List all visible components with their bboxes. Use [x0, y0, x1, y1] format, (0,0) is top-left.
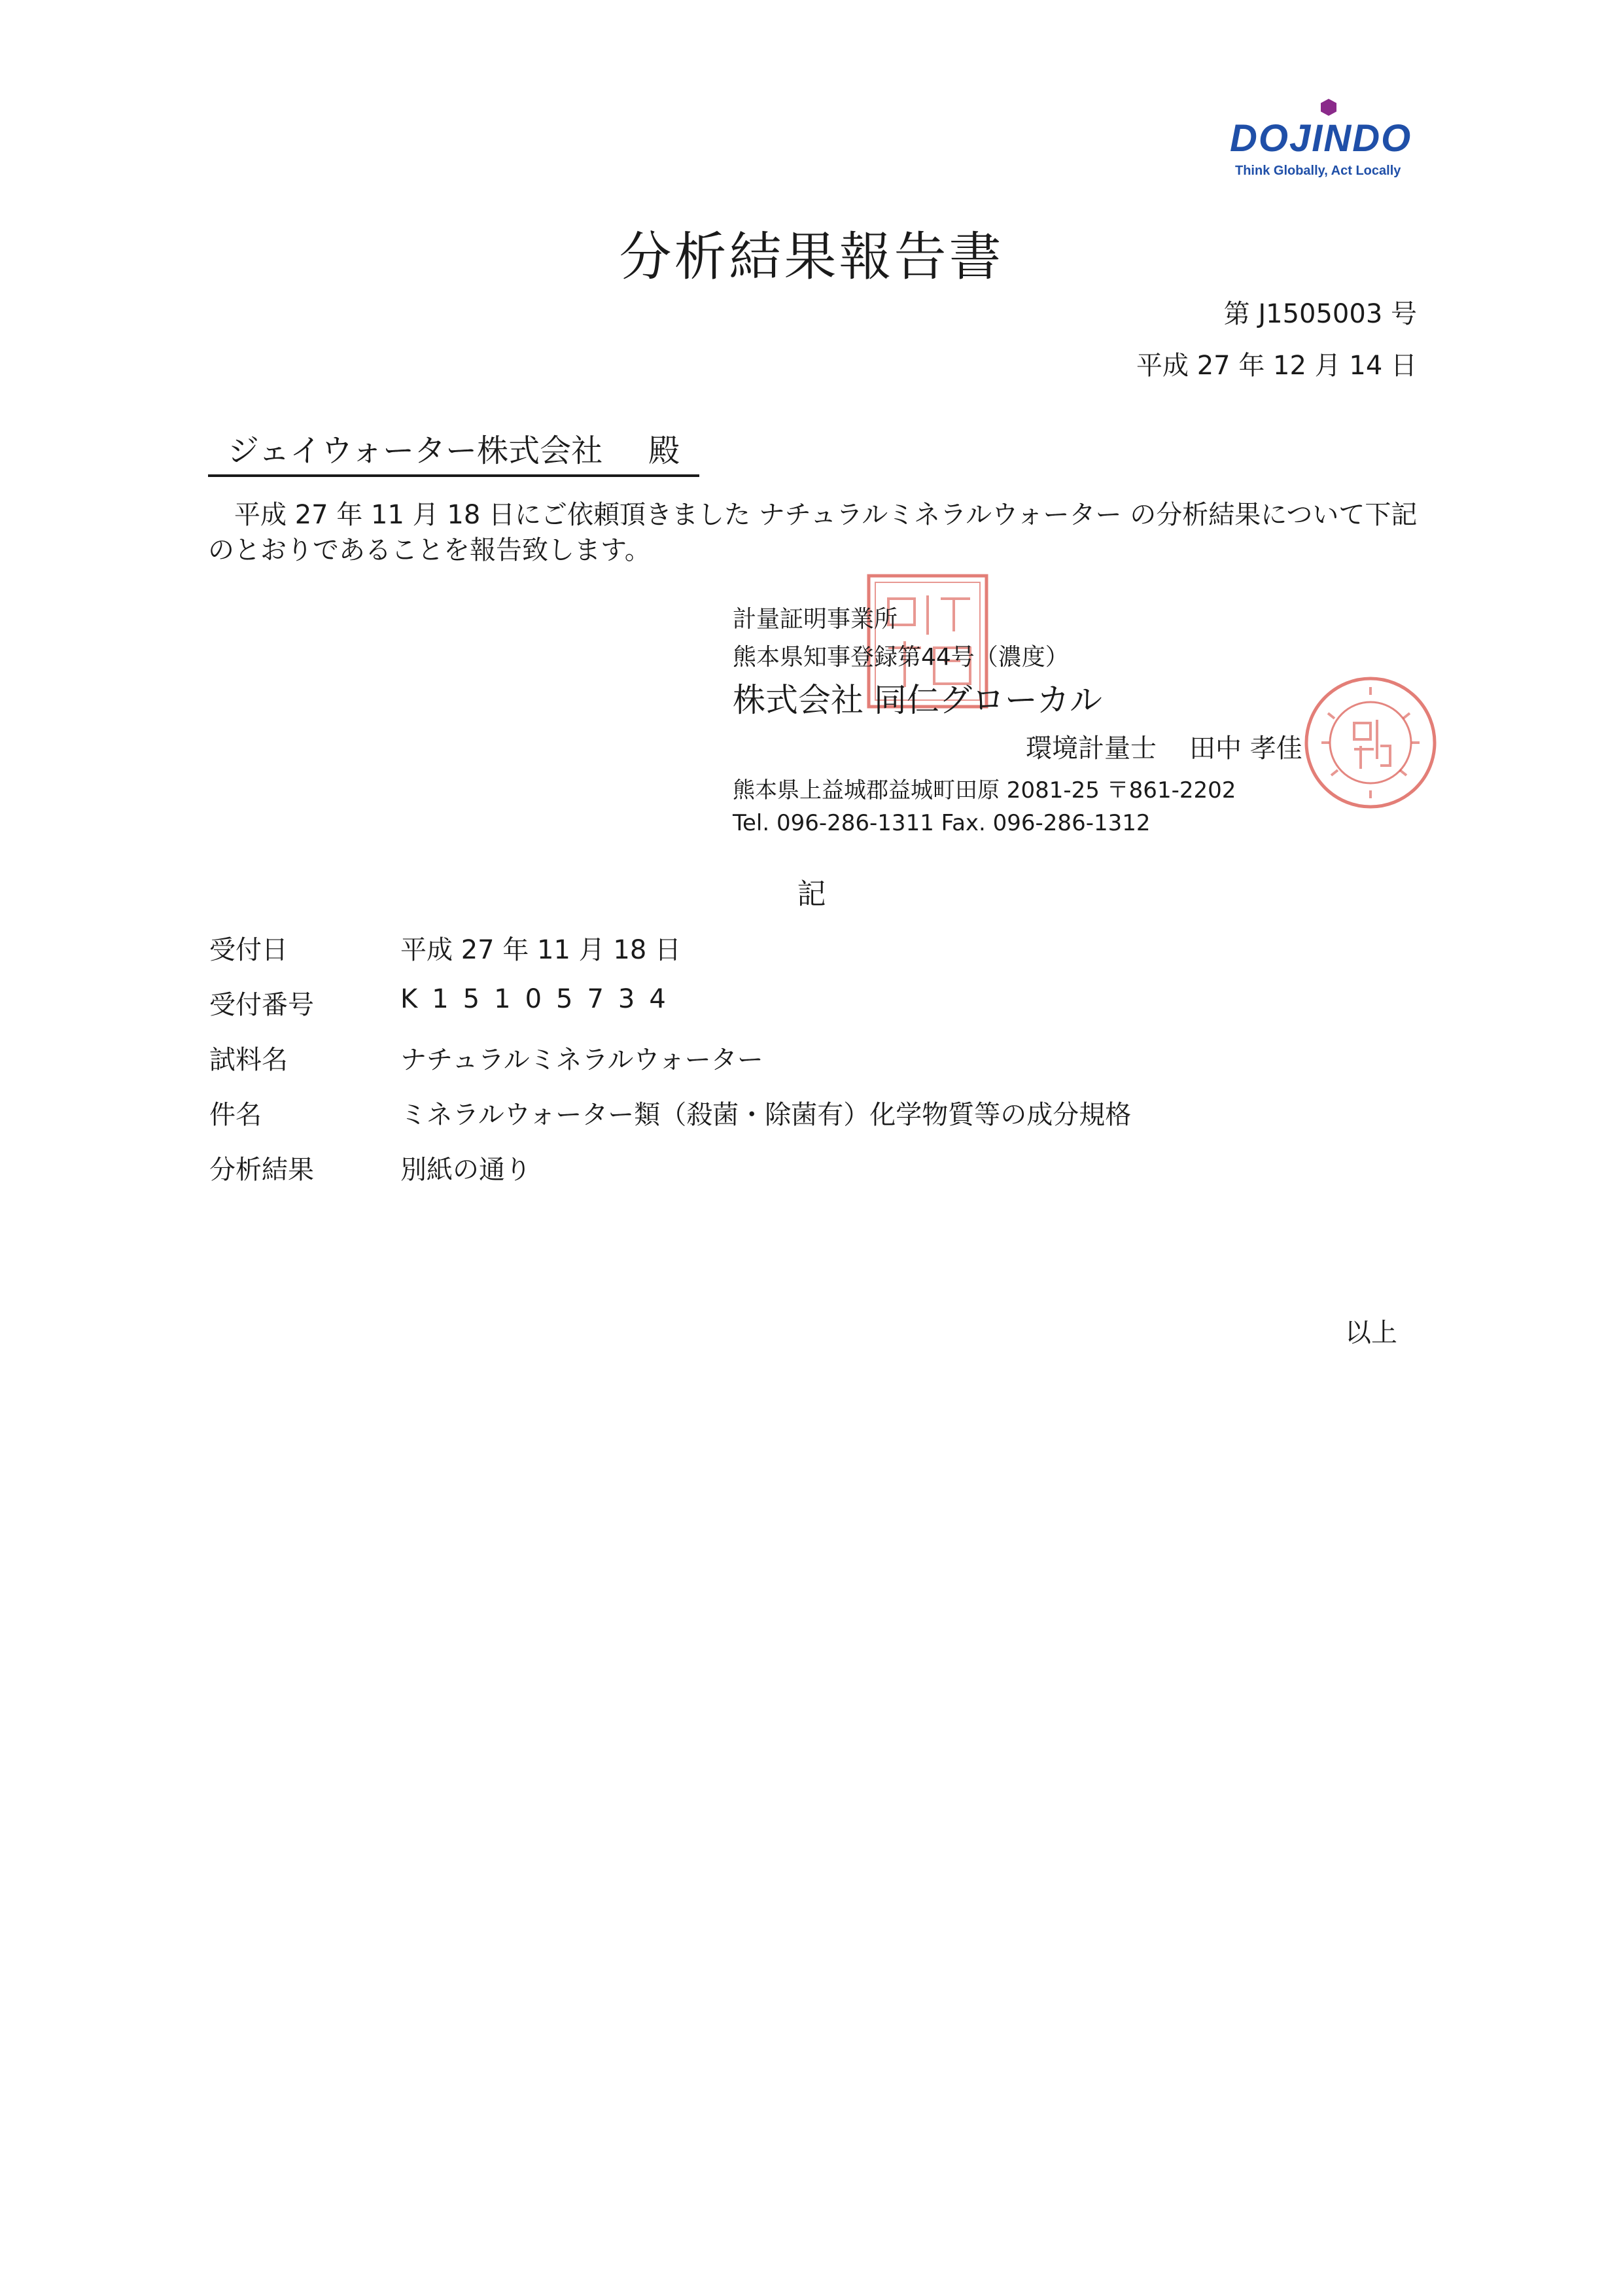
row-label-receipt-date: 受付日 [209, 935, 288, 965]
document-title: 分析結果報告書 [619, 226, 1004, 287]
issuer-company: 株式会社 同仁グローカル [733, 681, 1102, 719]
report-number: 第 J1505003 号 [1223, 299, 1417, 329]
issuer-office-type: 計量証明事業所 [733, 606, 898, 633]
addressee [208, 425, 699, 477]
addressee-honorific: 殿 [648, 433, 680, 469]
row-label-analysis-result: 分析結果 [209, 1155, 314, 1185]
intro-paragraph: 平成 27 年 11 月 18 日にご依頼頂きました ナチュラルミネラルウォーター の分析結果について下記のとおりであることを報告致します。 [208, 500, 1418, 565]
row-label-receipt-number: 受付番号 [209, 990, 314, 1020]
issuer-person-title: 環境計量士 [1026, 733, 1157, 764]
closing-remark: 以上 [1345, 1318, 1397, 1348]
row-label-sample-name: 試料名 [209, 1045, 288, 1075]
logo-tagline: Think Globally, Act Locally [1235, 164, 1401, 178]
hexagon-icon [1320, 98, 1337, 116]
issuer-person-name: 田中 孝佳 [1189, 733, 1302, 764]
issuer-registration: 熊本県知事登録第44号（濃度） [733, 644, 1069, 671]
issue-date: 平成 27 年 12 月 14 日 [1136, 351, 1417, 381]
issuer-address: 熊本県上益城郡益城町田原 2081-25 〒861-2202 [733, 777, 1236, 804]
issuer-tel-fax: Tel. 096-286-1311 Fax. 096-286-1312 [733, 810, 1151, 836]
row-value-analysis-result: 別紙の通り [400, 1155, 531, 1185]
row-value-sample-name: ナチュラルミネラルウォーター [400, 1045, 763, 1075]
personal-seal-stamp [1302, 674, 1439, 811]
row-value-receipt-number: K15105734 [400, 984, 680, 1014]
company-logo [1230, 98, 1446, 183]
record-heading: 記 [797, 877, 826, 911]
row-label-subject: 件名 [209, 1100, 262, 1130]
addressee-name: ジェイウォーター株式会社 [228, 433, 603, 469]
issuer-person [1026, 728, 1302, 765]
row-value-subject: ミネラルウォーター類（殺菌・除菌有）化学物質等の成分規格 [400, 1100, 1132, 1130]
logo-brand: DOJINDO [1230, 117, 1412, 160]
row-value-receipt-date: 平成 27 年 11 月 18 日 [400, 935, 681, 965]
